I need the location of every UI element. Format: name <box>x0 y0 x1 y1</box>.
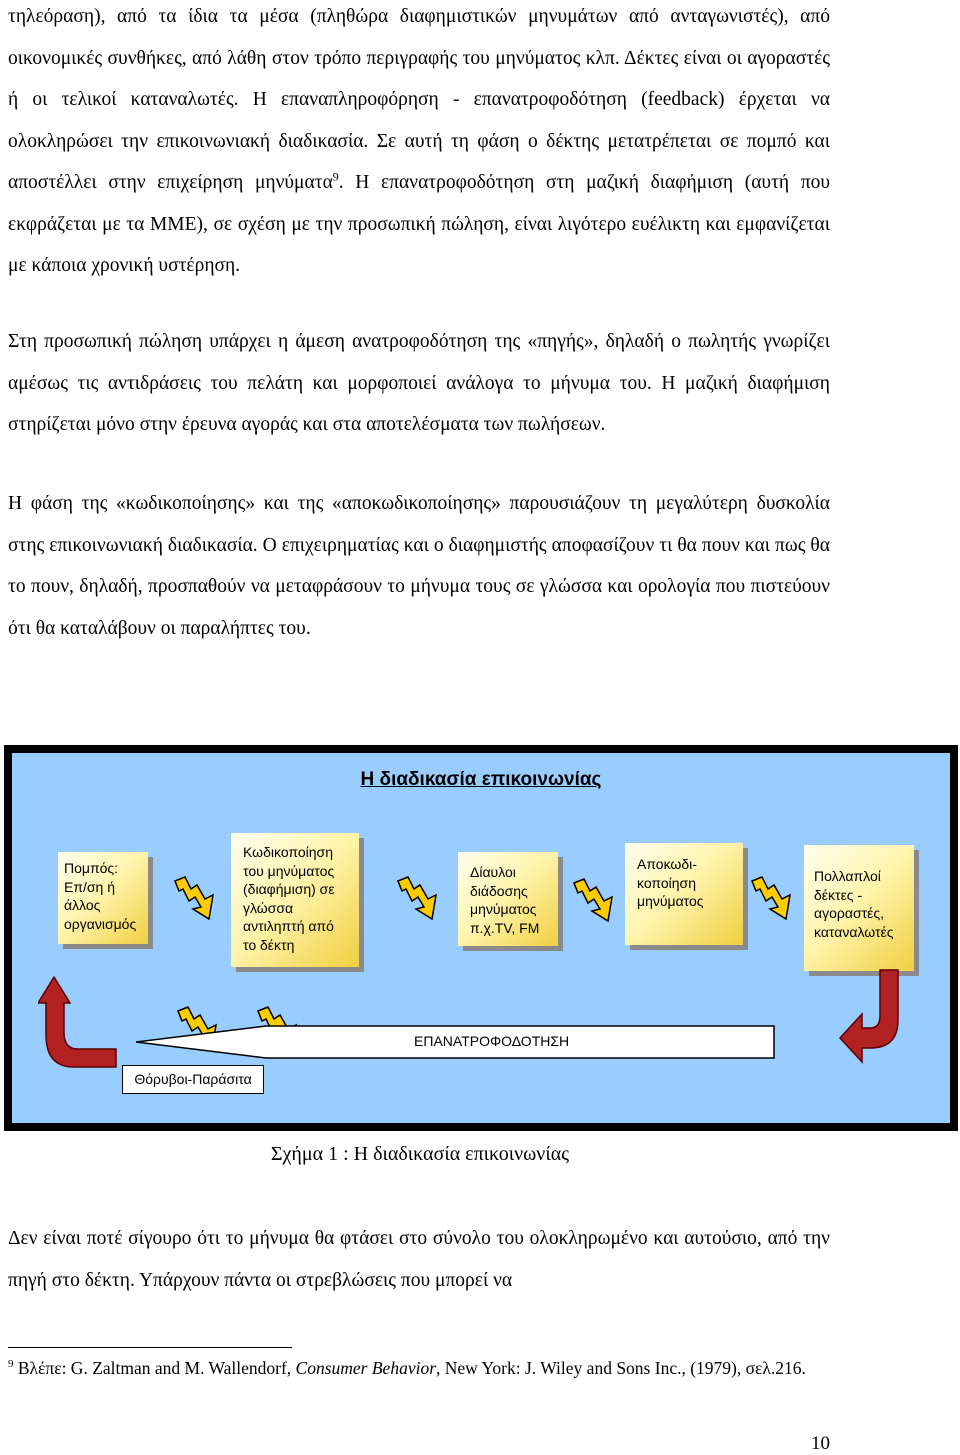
receivers-box: Πολλαπλοί δέκτες - αγοραστές, καταναλωτές <box>804 845 914 971</box>
lightning-arrow-icon <box>173 875 217 923</box>
channel-box: Δίαυλοι διάδοσης μηνύματος π.χ.TV, FM <box>458 852 558 946</box>
footnote <box>8 1356 830 1381</box>
feedback-label: ΕΠΑΝΑΤΡΟΦΟΔΟΤΗΣΗ <box>414 1033 570 1049</box>
footnote-number: 9 <box>8 1358 14 1371</box>
curved-arrow-icon <box>38 975 118 1071</box>
lightning-arrow-icon <box>572 877 616 925</box>
footnote-text: , New York: J. Wiley and Sons Inc., (1979), σελ.216. <box>436 1358 806 1378</box>
noise-label: Θόρυβοι-Παράσιτα <box>122 1065 264 1094</box>
decoding-box: Αποκωδι- κοποίηση μηνύματος <box>625 843 743 945</box>
diagram-canvas <box>12 753 950 1123</box>
footnote-text: Βλέπε: G. Zaltman and M. Wallendorf, <box>13 1358 296 1378</box>
lightning-arrow-icon <box>396 875 440 923</box>
paragraph: Δεν είναι ποτέ σίγουρο ότι το μήνυμα θα φτάσει στο σύνολο του ολοκληρωμένο και αυτούσιο, από την πηγή στο δέκτη. Υπάρχουν πάντα οι στρεβλώσεις που μπορεί να <box>8 1228 830 1291</box>
communication-process-diagram <box>4 745 958 1131</box>
paragraph: Η φάση της «κωδικοποίησης» και της «αποκωδικοποίησης» παρουσιάζουν τη μεγαλύτερη δυσκολία στης επικοινωνιακή διαδικασία. Ο επιχειρηματίας και ο διαφημιστής αποφασίζουν τι θα πουν και πως θα το πουν, δηλαδή, προσπαθούν να μεταφράσουν το μήνυμα τους σε γλώσσα και ορολογία που πιστεύουν ότι θα καταλάβουν οι παραλήπτες του. <box>8 493 830 639</box>
page-number: 10 <box>811 1433 830 1454</box>
paragraph: Στη προσωπική πώληση υπάρχει η άμεση ανατροφοδότηση της «πηγής», δηλαδή ο πωλητής γνωρίζει αμέσως τις αντιδράσεις του πελάτη και μορφοποιεί ανάλογα το μήνυμα του. Η μαζική διαφήμιση στηρίζεται μόνο στην έρευνα αγοράς και στα αποτελέσματα των πωλήσεων. <box>8 331 830 435</box>
encoding-box: Κωδικοποίηση του μηνύματος (διαφήμιση) σε γλώσσα αντιληπτή από το δέκτη <box>231 833 359 967</box>
sender-box: Πομπός: Επ/ση ή άλλος οργανισμός <box>58 852 148 944</box>
paragraph-text: τηλεόραση), από τα ίδια τα μέσα (πληθώρα διαφημιστικών μηνυμάτων από ανταγωνιστές), από οικονομικές συνθήκες, από λάθη στον τρόπο περιγραφής του μηνύματος κλπ. Δέκτες είναι οι αγοραστές ή οι τελικοί καταναλωτές. Η επαναπληροφόρηση - επανατροφοδότηση (feedback) έρχεται να ολοκληρώσει την επικοινωνιακή διαδικασία. Σε αυτή τη φάση ο δέκτης μετατρέπεται σε πομπό και αποστέλλει στην επιχείρηση μηνύματα <box>8 6 830 193</box>
paragraph <box>8 0 830 287</box>
figure-caption: Σχήμα 1 : Η διαδικασία επικοινωνίας <box>270 1143 570 1165</box>
footnote-book-title: Consumer Behavior <box>295 1358 437 1378</box>
lightning-arrow-icon <box>750 875 794 923</box>
footnote-reference[interactable]: 9 <box>332 169 339 184</box>
curved-arrow-icon <box>838 968 910 1068</box>
footnote-divider <box>8 1347 292 1348</box>
diagram-title: Η διαδικασία επικοινωνίας <box>360 769 602 790</box>
paragraph-text: . Η επανατροφοδότηση στη μαζική διαφήμιση (αυτή που εκφράζεται με τα ΜΜΕ), σε σχέση με την προσωπική πώληση, είναι λιγότερο ευέλικτη και εμφανίζεται με κάποια χρονική υστέρηση. <box>8 172 830 276</box>
